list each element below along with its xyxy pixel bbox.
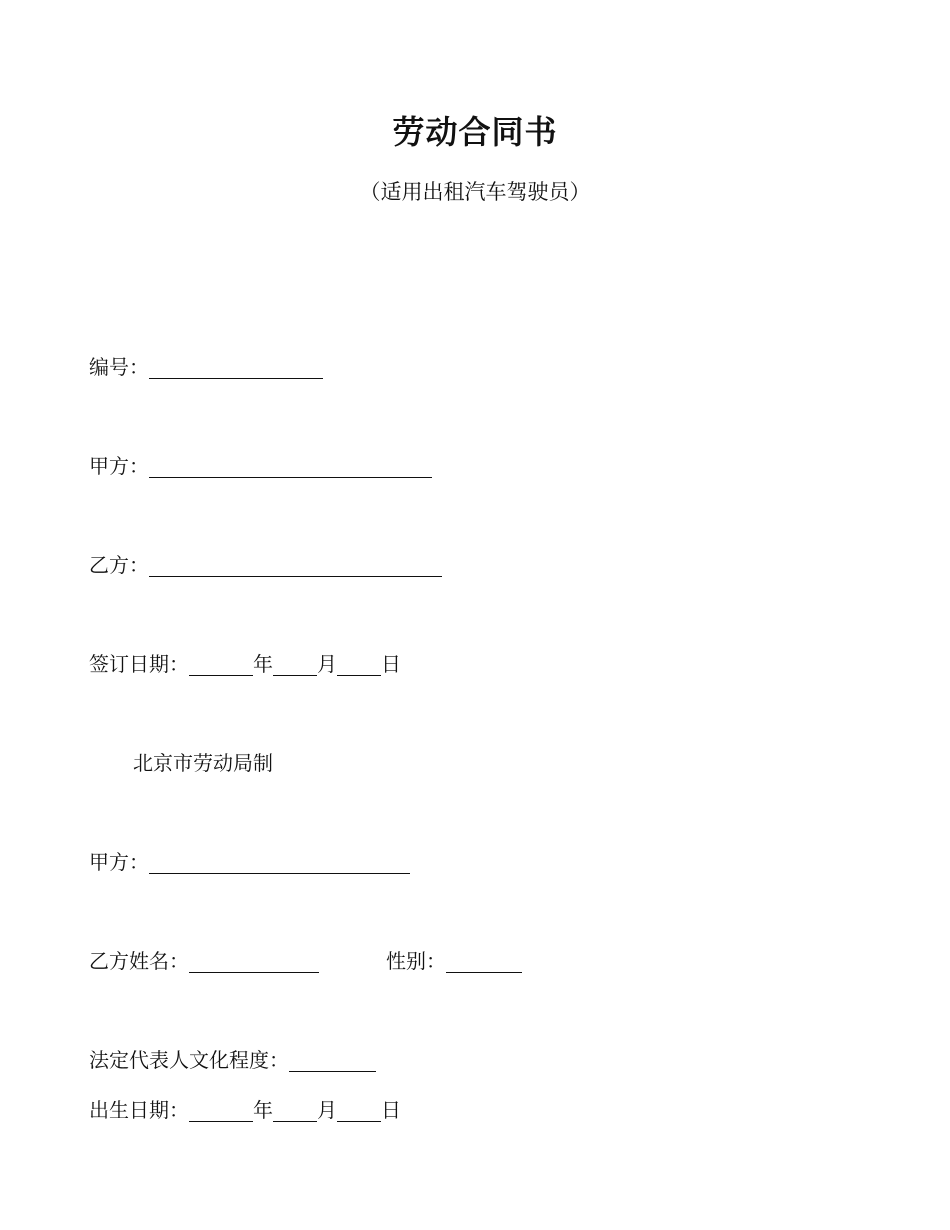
birth-year-blank[interactable] (189, 1099, 253, 1122)
party-a-blank[interactable] (149, 455, 432, 478)
party-b-label: 乙方： (89, 553, 149, 577)
education-blank[interactable] (289, 1049, 376, 1072)
party-b-name-blank[interactable] (189, 950, 319, 973)
birth-year-label: 年 (253, 1098, 273, 1122)
education-label: 法定代表人文化程度： (89, 1048, 289, 1072)
sign-day-blank[interactable] (337, 653, 381, 676)
number-label: 编号： (89, 355, 149, 379)
party-a-label: 甲方： (89, 454, 149, 478)
sign-year-blank[interactable] (189, 653, 253, 676)
party-a2-row (89, 847, 410, 877)
party-b-blank[interactable] (149, 554, 442, 577)
birth-month-label: 月 (317, 1098, 337, 1122)
party-a-row (89, 451, 432, 481)
birth-day-label: 日 (381, 1098, 401, 1122)
document-subtitle: （适用出租汽车驾驶员） (359, 180, 591, 204)
party-a2-blank[interactable] (149, 851, 410, 874)
birth-day-blank[interactable] (337, 1099, 381, 1122)
party-b-row (89, 550, 442, 580)
issuer-row (133, 748, 273, 778)
sign-date-row (89, 649, 401, 679)
education-row (89, 1045, 376, 1075)
party-b-name-label: 乙方姓名： (89, 949, 189, 973)
sign-date-label: 签订日期： (89, 652, 189, 676)
number-row (89, 352, 323, 382)
birth-date-label: 出生日期： (89, 1098, 189, 1122)
birth-month-blank[interactable] (273, 1099, 317, 1122)
document-title: 劳动合同书 (392, 113, 558, 151)
party-a2-label: 甲方： (89, 850, 149, 874)
party-b-name-row (89, 946, 522, 976)
sign-month-blank[interactable] (273, 653, 317, 676)
birth-date-row (89, 1095, 401, 1125)
number-blank[interactable] (149, 356, 323, 379)
sign-day-label: 日 (381, 652, 401, 676)
issuer-text: 北京市劳动局制 (133, 751, 273, 775)
sign-year-label: 年 (253, 652, 273, 676)
gender-label: 性别： (386, 949, 446, 973)
gender-blank[interactable] (446, 950, 522, 973)
sign-month-label: 月 (317, 652, 337, 676)
